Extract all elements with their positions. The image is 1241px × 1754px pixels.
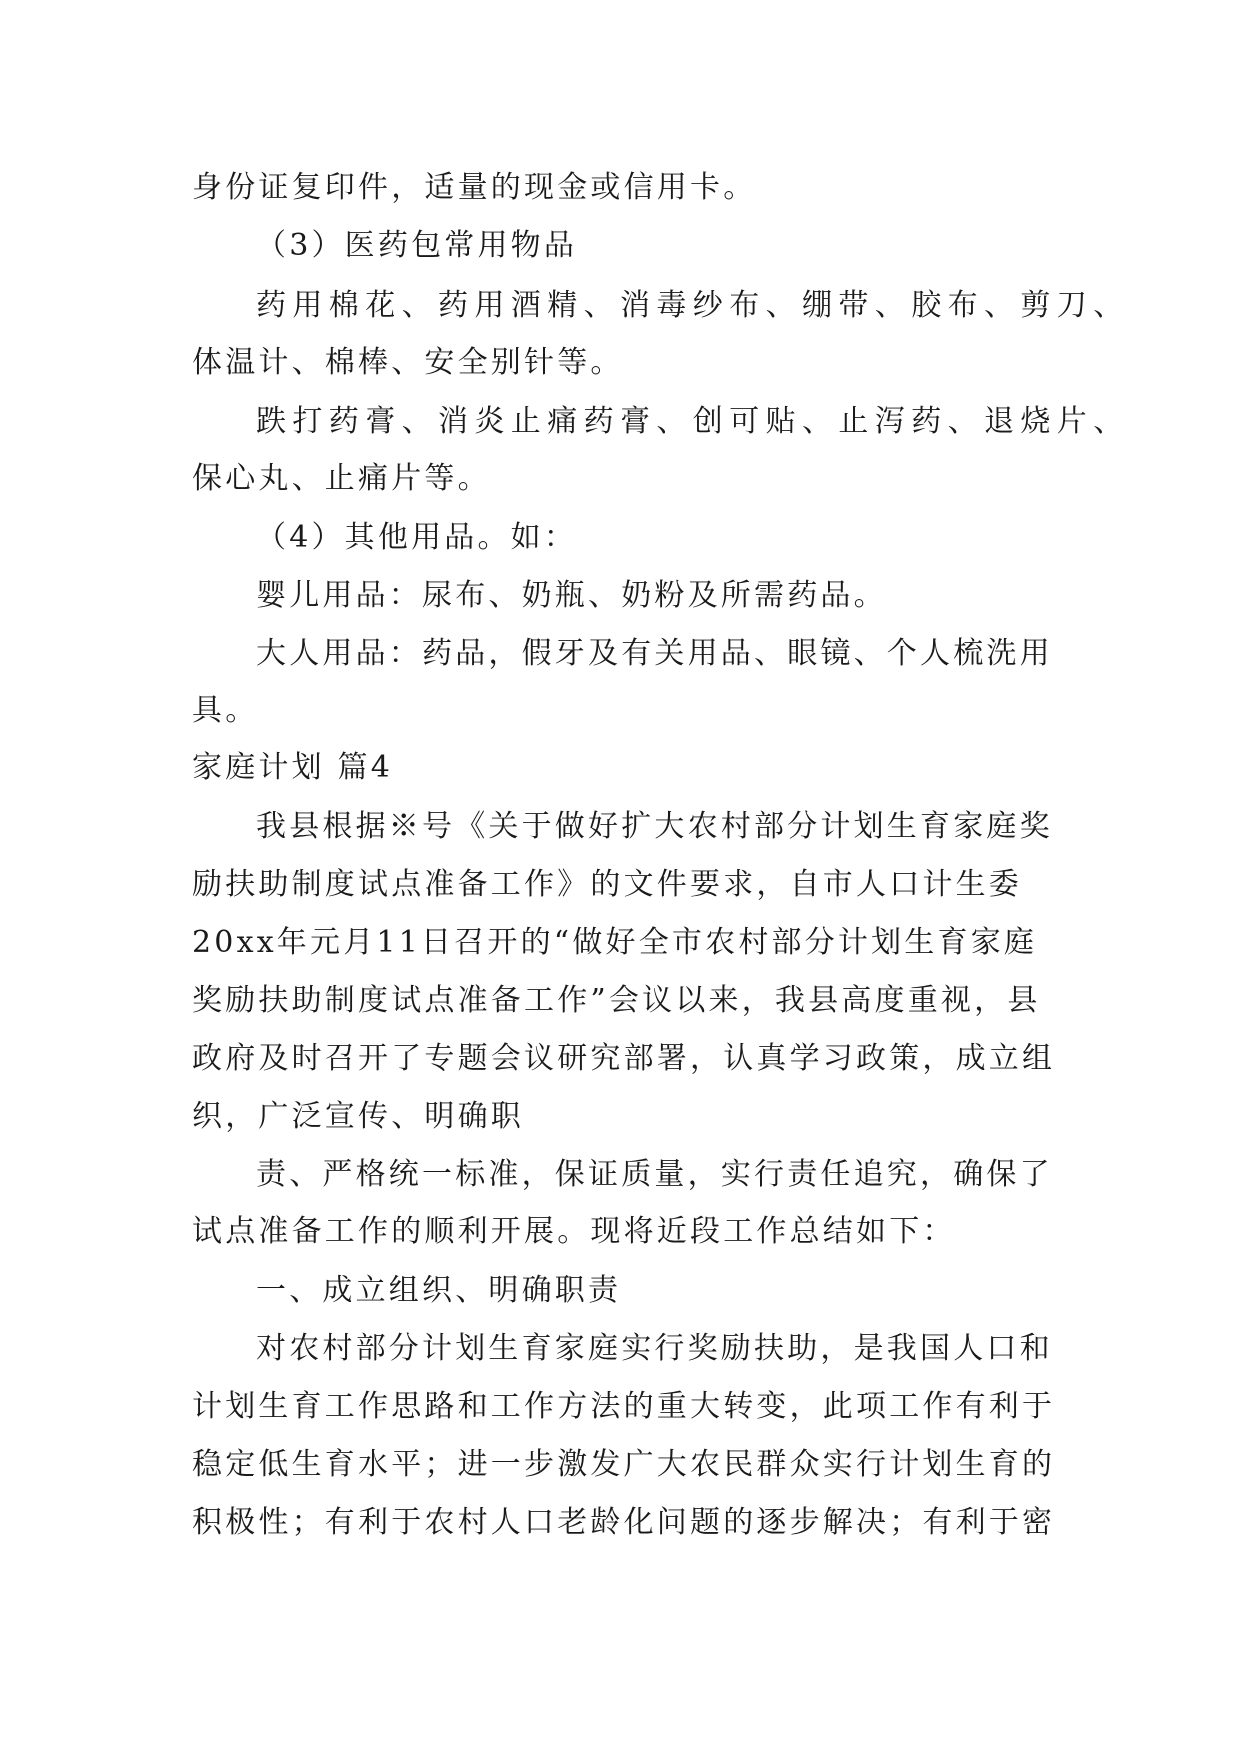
body-line: 责、严格统一标准，保证质量，实行责任追究，确保了 xyxy=(256,1157,1053,1192)
body-line: 织，广泛宣传、明确职 xyxy=(192,1099,524,1134)
body-line: 奖励扶助制度试点准备工作”会议以来，我县高度重视，县 xyxy=(192,983,1041,1018)
body-line: 体温计、棉棒、安全别针等。 xyxy=(192,345,624,380)
body-line: 稳定低生育水平；进一步激发广大农民群众实行计划生育的 xyxy=(192,1447,1056,1482)
body-line: 身份证复印件，适量的现金或信用卡。 xyxy=(192,170,757,205)
body-line: 积极性；有利于农村人口老龄化问题的逐步解决；有利于密 xyxy=(192,1505,1056,1540)
numbered-heading: （3）医药包常用物品 xyxy=(256,228,578,263)
body-line: 20xx年元月11日召开的“做好全市农村部分计划生育家庭 xyxy=(192,925,1038,960)
section-title: 家庭计划 篇4 xyxy=(192,750,394,785)
body-line: 保心丸、止痛片等。 xyxy=(192,461,491,496)
body-line: 试点准备工作的顺利开展。现将近段工作总结如下： xyxy=(192,1214,956,1249)
body-line: 政府及时召开了专题会议研究部署，认真学习政策，成立组 xyxy=(192,1041,1056,1076)
body-line: 具。 xyxy=(192,693,259,728)
body-line: 大人用品：药品，假牙及有关用品、眼镜、个人梳洗用 xyxy=(256,636,1053,671)
body-line: 对农村部分计划生育家庭实行奖励扶助，是我国人口和 xyxy=(256,1331,1053,1366)
numbered-heading: （4）其他用品。如： xyxy=(256,520,578,555)
body-line: 药用棉花、药用酒精、消毒纱布、绷带、胶布、剪刀、 xyxy=(256,288,1130,323)
body-line: 婴儿用品：尿布、奶瓶、奶粉及所需药品。 xyxy=(256,578,887,613)
body-line: 计划生育工作思路和工作方法的重大转变，此项工作有利于 xyxy=(192,1389,1056,1424)
body-line: 励扶助制度试点准备工作》的文件要求，自市人口计生委 xyxy=(192,867,1022,902)
numbered-heading: 一、成立组织、明确职责 xyxy=(256,1273,622,1308)
body-line: 跌打药膏、消炎止痛药膏、创可贴、止泻药、退烧片、 xyxy=(256,404,1130,439)
body-line: 我县根据※号《关于做好扩大农村部分计划生育家庭奖 xyxy=(256,809,1053,844)
